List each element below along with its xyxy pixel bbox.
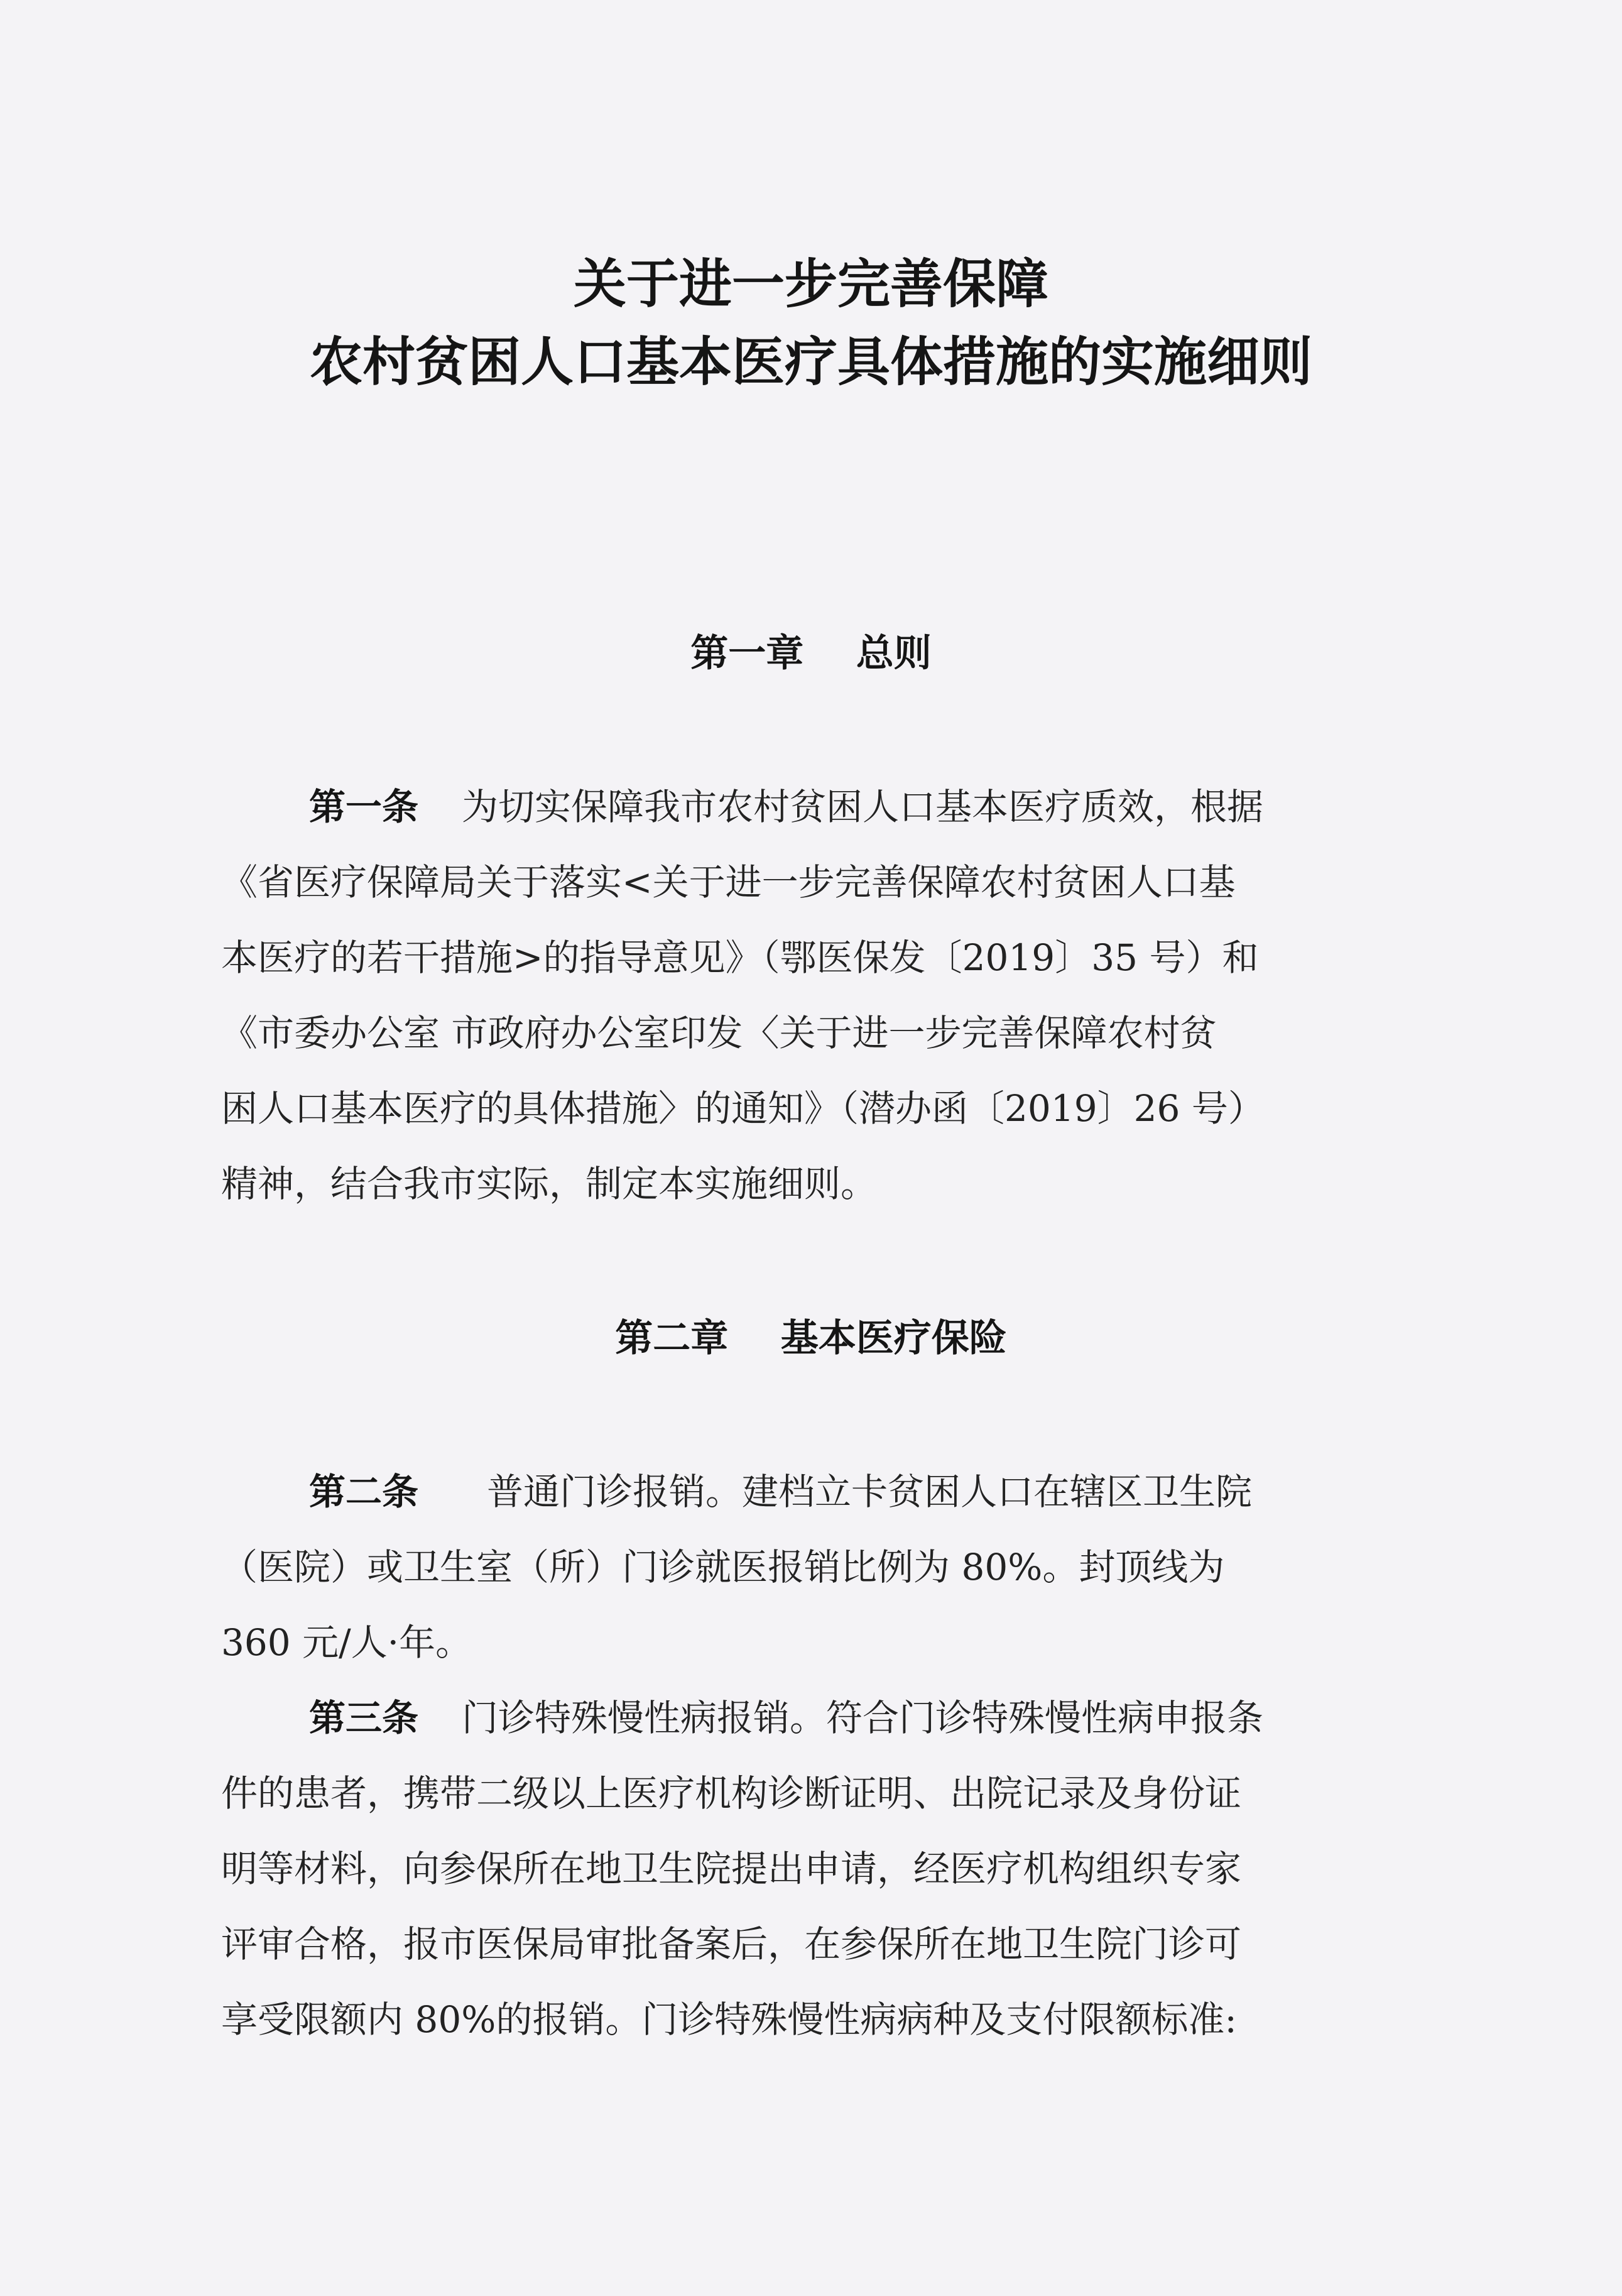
article-3-text: 享受限额内 80%的报销。门诊特殊慢性病病种及支付限额标准: (221, 1998, 1237, 2041)
article-2-text: （医院）或卫生室（所）门诊就医报销比例为 80%。封顶线为 (221, 1546, 1225, 1588)
article-1-text: 本医疗的若干措施>的指导意见》（鄂医保发〔2019〕35 号）和 (221, 936, 1259, 979)
article-2-label: 第二条 (309, 1470, 419, 1513)
article-2-text: 普通门诊报销。建档立卡贫困人口在辖区卫生院 (487, 1470, 1253, 1513)
article-3-text: 件的患者，携带二级以上医疗机构诊断证明、出院记录及身份证 (221, 1772, 1242, 1815)
chapter-1-name: 总则 (856, 631, 932, 675)
article-1-text: 精神，结合我市实际，制定本实施细则。 (221, 1162, 878, 1205)
article-1-text: 《市委办公室 市政府办公室印发〈关于进一步完善保障农村贫 (221, 1012, 1217, 1054)
article-1-text: 为切实保障我市农村贫困人口基本医疗质效，根据 (462, 785, 1264, 828)
article-3-text: 门诊特殊慢性病报销。符合门诊特殊慢性病申报条 (462, 1697, 1264, 1739)
chapter-1-label: 第一章 (690, 631, 804, 675)
article-2-text: 360 元/人·年。 (221, 1621, 472, 1664)
article-3-text: 明等材料，向参保所在地卫生院提出申请，经医疗机构组织专家 (221, 1847, 1242, 1890)
document-title-line-1: 关于进一步完善保障 (573, 253, 1048, 315)
article-1-text: 困人口基本医疗的具体措施〉的通知》（潜办函〔2019〕26 号） (221, 1087, 1265, 1130)
document-title-line-2: 农村贫困人口基本医疗具体措施的实施细则 (309, 331, 1312, 393)
chapter-2-name: 基本医疗保险 (780, 1316, 1007, 1360)
chapter-2-heading (0, 1316, 1622, 1360)
article-3-label: 第三条 (309, 1697, 419, 1739)
article-1-label: 第一条 (309, 785, 419, 828)
chapter-1-heading (0, 631, 1622, 675)
article-1-text: 《省医疗保障局关于落实<关于进一步完善保障农村贫困人口基 (221, 861, 1236, 904)
chapter-2-label: 第二章 (615, 1316, 729, 1360)
article-3-text: 评审合格，报市医保局审批备案后，在参保所在地卫生院门诊可 (221, 1923, 1242, 1965)
